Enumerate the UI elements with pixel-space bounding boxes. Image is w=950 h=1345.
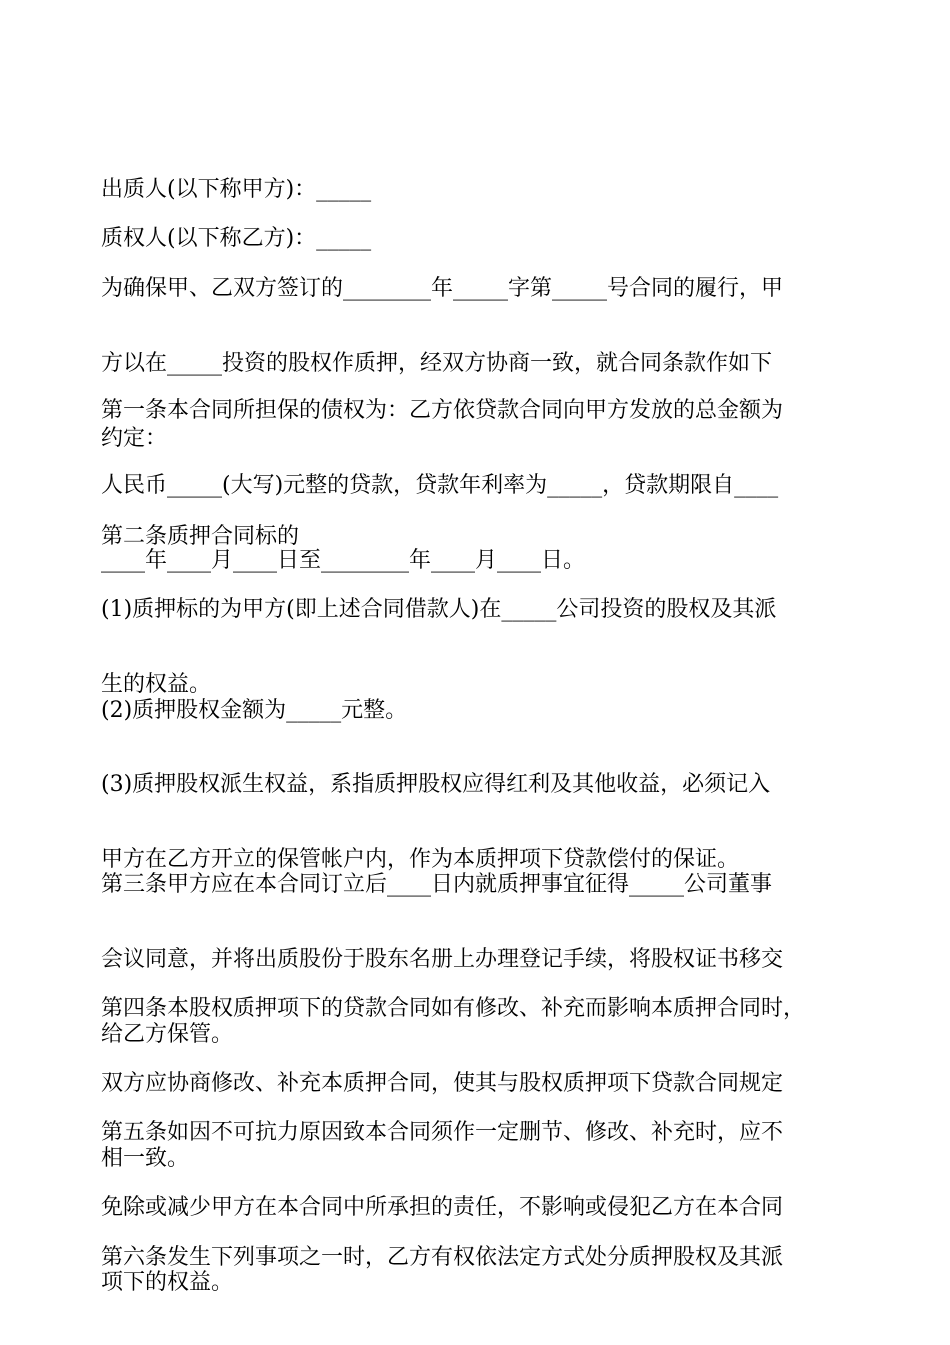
article-2-item-1: (1)质押标的为甲方(即上述合同借款人)在_____公司投资的股权及其派 生的权益。 — [101, 597, 777, 697]
article-5: 第五条如因不可抗力原因致本合同须作一定删节、修改、补充时，应不 免除或减少甲方在本合同中所承担的责任，不影响或侵犯乙方在本合同 项下的权益。 — [101, 1120, 784, 1295]
intro-paragraph: 为确保甲、乙双方签订的________年_____字第_____号合同的履行，甲 方以在_____投资的股权作质押，经双方协商一致，就合同条款作如下 约定： — [101, 276, 784, 451]
article-2-item-3: (3)质押股权派生权益，系指质押股权应得红利及其他收益，必须记入 甲方在乙方开立的保管帐户内，作为本质押项下贷款偿付的保证。 — [101, 772, 771, 872]
article-2-title: 第二条质押合同标的 — [101, 524, 300, 549]
pledgor-line: 出质人(以下称甲方)：_____ — [101, 177, 372, 202]
article-1: 第一条本合同所担保的债权为：乙方依贷款合同向甲方发放的总金额为 人民币_____(大写)元整的贷款，贷款年利率为_____，贷款期限自____ ____年____月____日至________年____月____日。 — [101, 398, 784, 573]
article-2-item-2: (2)质押股权金额为_____元整。 — [101, 698, 408, 723]
article-6: 第六条发生下列事项之一时，乙方有权依法定方式处分质押股权及其派 — [101, 1245, 784, 1270]
article-4: 第四条本股权质押项下的贷款合同如有修改、补充而影响本质押合同时， 双方应协商修改、补充本质押合同，使其与股权质押项下贷款合同规定 相一致。 — [101, 996, 806, 1171]
article-3: 第三条甲方应在本合同订立后____日内就质押事宜征得_____公司董事 会议同意，并将出质股份于股东名册上办理登记手续，将股权证书移交 给乙方保管。 — [101, 872, 784, 1047]
pledgee-line: 质权人(以下称乙方)：_____ — [101, 226, 372, 251]
